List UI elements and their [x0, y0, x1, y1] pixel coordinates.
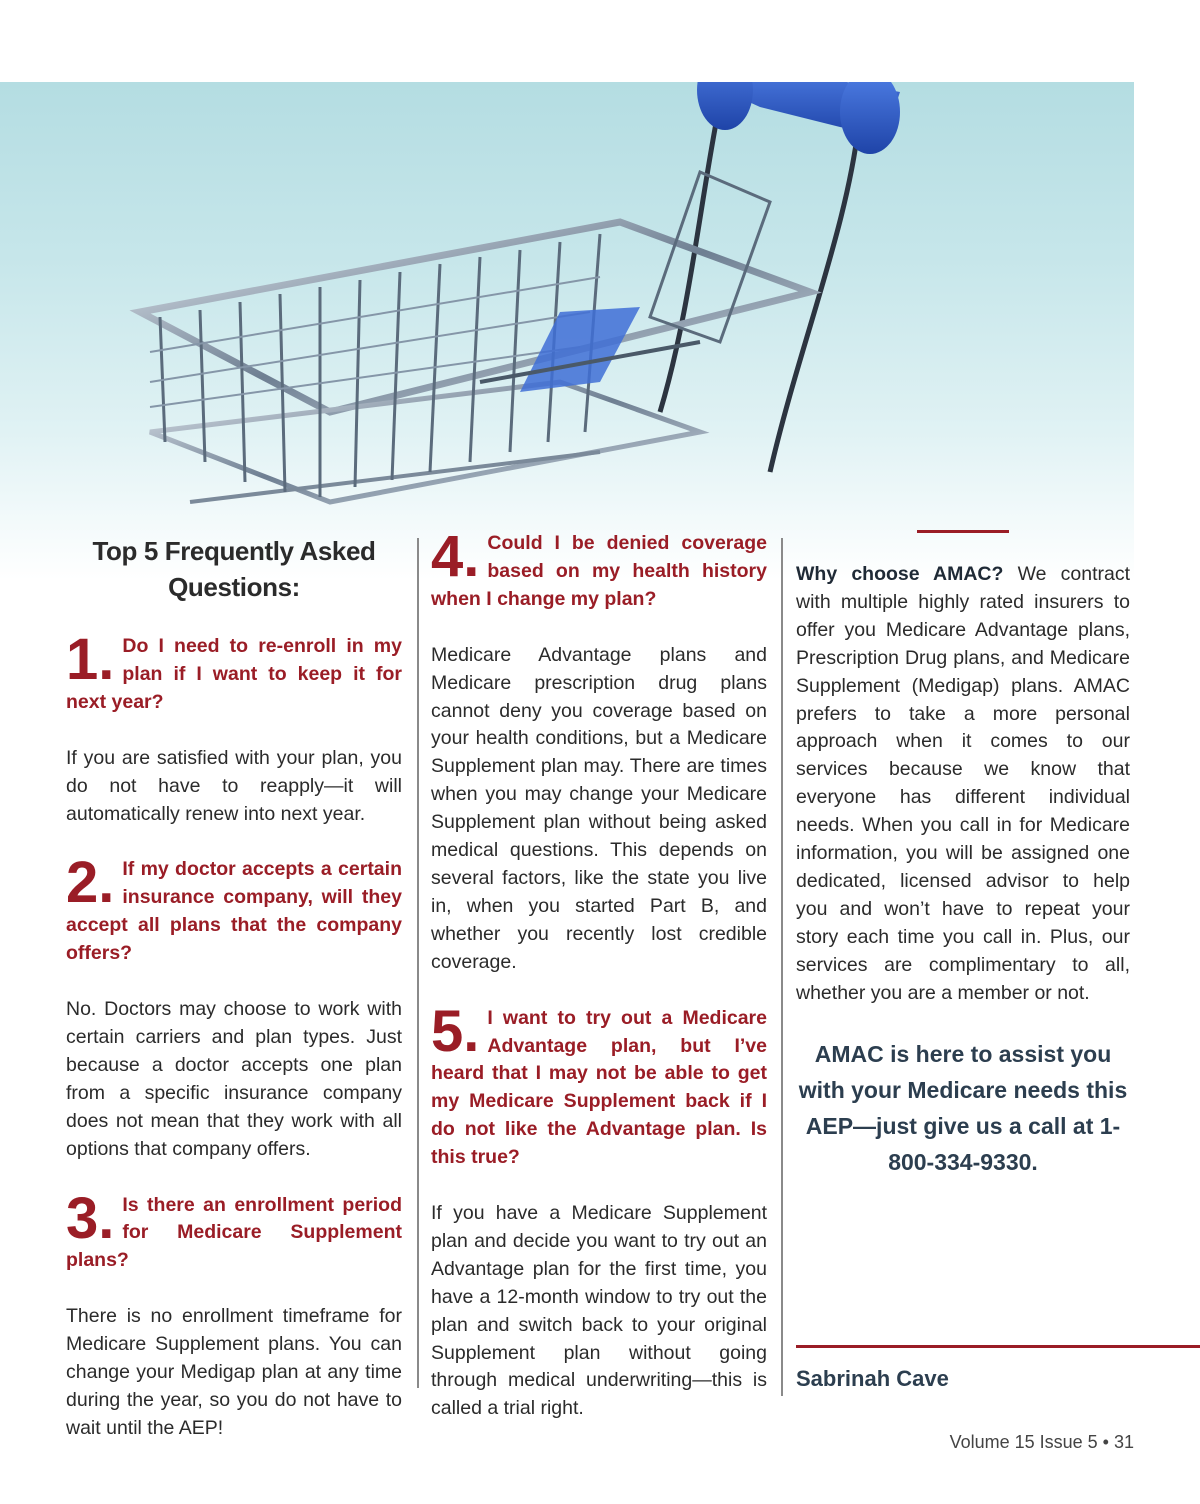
- answer-5: If you have a Medicare Supplement plan and decide you want to try out an Advantage plan for the first time, you have a 12-month window to try out the plan and switch back to your original Supplement plan without going through medical underwriting—this is called a trial right.: [431, 1202, 767, 1420]
- shopping-cart-illustration: [0, 82, 1134, 589]
- question-number: 5.: [431, 998, 480, 1064]
- why-amac-lead: Why choose AMAC?: [796, 563, 1004, 585]
- question-5: [431, 998, 767, 1172]
- column-divider-2: [781, 538, 783, 1396]
- question-number: 3.: [66, 1185, 115, 1251]
- question-1: [66, 627, 402, 717]
- why-amac-paragraph: [796, 561, 1130, 1008]
- author-name: Sabrinah Cave: [796, 1366, 949, 1391]
- author-divider: [796, 1345, 1200, 1348]
- page-footer: Volume 15 Issue 5 • 31: [949, 1432, 1134, 1452]
- question-text: Could I be denied coverage based on my health history when I change my plan?: [431, 532, 767, 610]
- question-3: [66, 1185, 402, 1276]
- answer-2: No. Doctors may choose to work with certain carriers and plan types. Just because a doctor accepts one plan from a specific insurance company does not mean that they work with all options that company offers.: [66, 998, 402, 1160]
- answer-4: Medicare Advantage plans and Medicare prescription drug plans cannot deny you coverage based on your health conditions, but a Medicare Supplement plan may. There are times when you may change your Medicare Supplement plan without being asked medical questions. This depends on several factors, like the state you live in, when you started Part B, and whether you recently lost credible coverage.: [431, 643, 767, 973]
- question-text: If my doctor accepts a certain insurance company, will they accept all plans that the company offers?: [66, 858, 402, 965]
- column-divider-1: [417, 538, 419, 1388]
- answer-1: If you are satisfied with your plan, you do not have to reapply—it will automatically renew into next year.: [66, 746, 402, 825]
- column-1: [66, 530, 402, 1443]
- question-4: [431, 524, 767, 614]
- call-to-action: AMAC is here to assist you with your Medicare needs this AEP—just give us a call at 1-800-334-9330.: [798, 1040, 1128, 1175]
- question-number: 4.: [431, 524, 480, 589]
- question-text: Do I need to re-enroll in my plan if I want to keep it for next year?: [66, 635, 402, 713]
- article-title: Top 5 Frequently Asked Questions:: [92, 536, 376, 602]
- column-3: [796, 530, 1130, 1180]
- shopping-cart-photo: [0, 82, 1134, 589]
- question-number: 2.: [66, 850, 115, 916]
- why-amac-text: We contract with multiple highly rated insurers to offer you Medicare Advantage plans, Prescription Drug plans, and Medicare Supplement (Medigap) plans. AMAC prefers to take a more personal approach when it comes to our services because we know that everyone has different individual needs. When you call in for Medicare information, you will be assigned one dedicated, licensed advisor to help you and won’t have to repeat your story each time you call in. Plus, our services are complimentary to all, whether you are a member or not.: [796, 563, 1130, 1004]
- column-2: [431, 524, 767, 1423]
- answer-3: There is no enrollment timeframe for Medicare Supplement plans. You can change your Medigap plan at any time during the year, so you do not have to wait until the AEP!: [66, 1305, 402, 1439]
- question-text: Is there an enrollment period for Medicare Supplement plans?: [66, 1193, 402, 1272]
- question-number: 1.: [66, 627, 115, 692]
- question-2: [66, 850, 402, 968]
- question-text: I want to try out a Medicare Advantage plan, but I’ve heard that I may not be able to get my Medicare Supplement back if I do not like the Advantage plan. Is this true?: [431, 1006, 767, 1169]
